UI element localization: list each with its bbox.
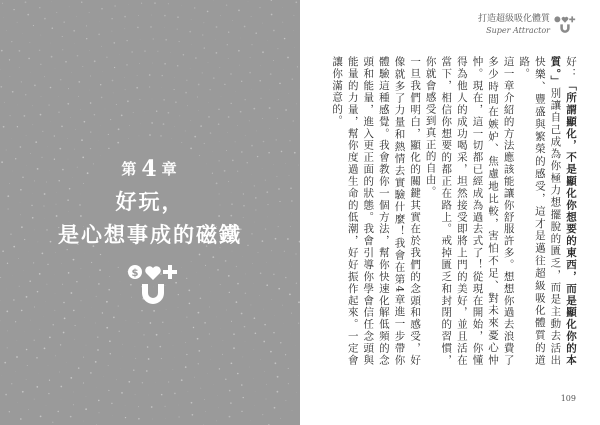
chapter-label bbox=[0, 154, 300, 180]
chapter-label-suffix: 章 bbox=[161, 160, 179, 178]
running-header-title: 打造超級吸化體質 bbox=[477, 14, 550, 24]
svg-text:$: $ bbox=[131, 268, 139, 279]
paragraph-text: 好： bbox=[565, 56, 577, 80]
dollar-heart-magnet-plus-logo bbox=[127, 262, 179, 304]
running-header-subtitle: Super Attractor bbox=[486, 26, 550, 35]
chapter-title-line-2: 是心想事成的磁鐵 bbox=[58, 222, 242, 247]
paragraph-text: 一旦我們明白，顯化的關鍵其實在於我們的念頭和感受，好像就多了力量和熱情去實驗什麼！我會在第4章進一步帶你體驗這種感覺。我會教你一個方法，幫你快速化解低頻的念頭和能量，進入更正面的狀態。我會引導你學會信任念頭與能量的力量，幫你度過生命的低潮，好好振作起來。一定會讓你滿意的。 bbox=[331, 56, 422, 366]
chapter-number: 4 bbox=[141, 156, 159, 182]
body-paragraph bbox=[329, 56, 423, 366]
body-paragraph bbox=[422, 56, 516, 366]
paragraph-text: 別讓自己成為你極力想擺脫的匱乏，而是主動去活出快樂、豐盛與繁榮的感受，這才是邁往超級吸化體質的道路。 bbox=[518, 56, 562, 366]
page-number: 109 bbox=[560, 394, 576, 403]
chapter-title-line-1: 好玩， bbox=[115, 189, 185, 214]
dollar-heart-magnet-plus-logo-small bbox=[554, 15, 576, 33]
text-page bbox=[300, 0, 600, 425]
body-text bbox=[330, 56, 578, 366]
body-paragraph bbox=[516, 56, 578, 366]
chapter-label-prefix: 第 bbox=[121, 160, 139, 178]
chapter-title bbox=[0, 185, 300, 251]
paragraph-text: 這一章介紹的方法應該能讓你舒服許多。想想你過去浪費了多少時間在嫉妒、焦慮地比較，害怕不足、對未來憂心忡忡。現在，這一切都已經成為過去式了！從現在開始，你懂得為他人的成功喝采，坦然接受即將上門的美好，並且活在當下，相信你想要的都正在路上。戒掉匱乏和封閉的習慣，你就會感受到真正的自由。 bbox=[424, 56, 515, 366]
emphasized-quote: 「所謂顯化，不是顯化你想要的東西，而是顯化你的本質。」 bbox=[549, 56, 577, 366]
running-header bbox=[478, 14, 574, 36]
